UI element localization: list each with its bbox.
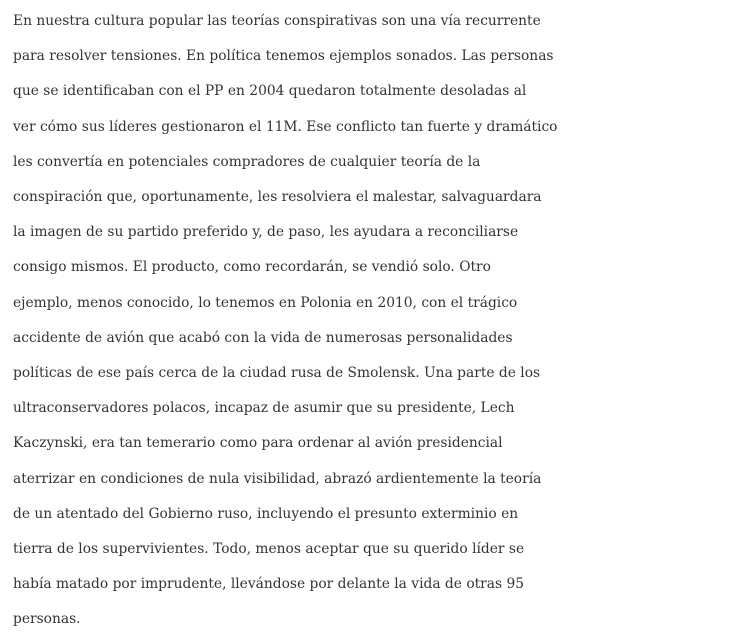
- paragraph-line: personas.: [13, 611, 81, 628]
- paragraph-line: accidente de avión que acabó con la vida de numerosas personalidades: [13, 329, 513, 346]
- paragraph-line: les convertía en potenciales compradores de cualquier teoría de la: [13, 153, 481, 170]
- paragraph-line: políticas de ese país cerca de la ciudad rusa de Smolensk. Una parte de los: [13, 365, 541, 382]
- paragraph-line: conspiración que, oportunamente, les resolviera el malestar, salvaguardara: [13, 189, 542, 206]
- paragraph-line: ver cómo sus líderes gestionaron el 11M. Ese conflicto tan fuerte y dramático: [13, 118, 558, 135]
- paragraph-line: ultraconservadores polacos, incapaz de asumir que su presidente, Lech: [13, 400, 515, 417]
- paragraph-line: En nuestra cultura popular las teorías conspirativas son una vía recurrente: [13, 13, 541, 29]
- paragraph-line: de un atentado del Gobierno ruso, incluyendo el presunto exterminio en: [13, 505, 519, 522]
- paragraph-line: que se identificaban con el PP en 2004 quedaron totalmente desoladas al: [13, 83, 527, 100]
- paragraph-line: para resolver tensiones. En política tenemos ejemplos sonados. Las personas: [13, 48, 554, 65]
- paragraph-line: la imagen de su partido preferido y, de paso, les ayudara a reconciliarse: [13, 224, 519, 241]
- paragraph-line: había matado por imprudente, llevándose por delante la vida de otras 95: [13, 576, 525, 593]
- paragraph-line: Kaczynski, era tan temerario como para ordenar al avión presidencial: [13, 435, 503, 452]
- paragraph-line: aterrizar en condiciones de nula visibilidad, abrazó ardientemente la teoría: [13, 470, 542, 487]
- article-paragraph: [13, 4, 733, 638]
- paragraph-line: consigo mismos. El producto, como recordarán, se vendió solo. Otro: [13, 259, 491, 276]
- paragraph-line: ejemplo, menos conocido, lo tenemos en Polonia en 2010, con el trágico: [13, 294, 518, 311]
- paragraph-line: tierra de los supervivientes. Todo, menos aceptar que su querido líder se: [13, 541, 525, 558]
